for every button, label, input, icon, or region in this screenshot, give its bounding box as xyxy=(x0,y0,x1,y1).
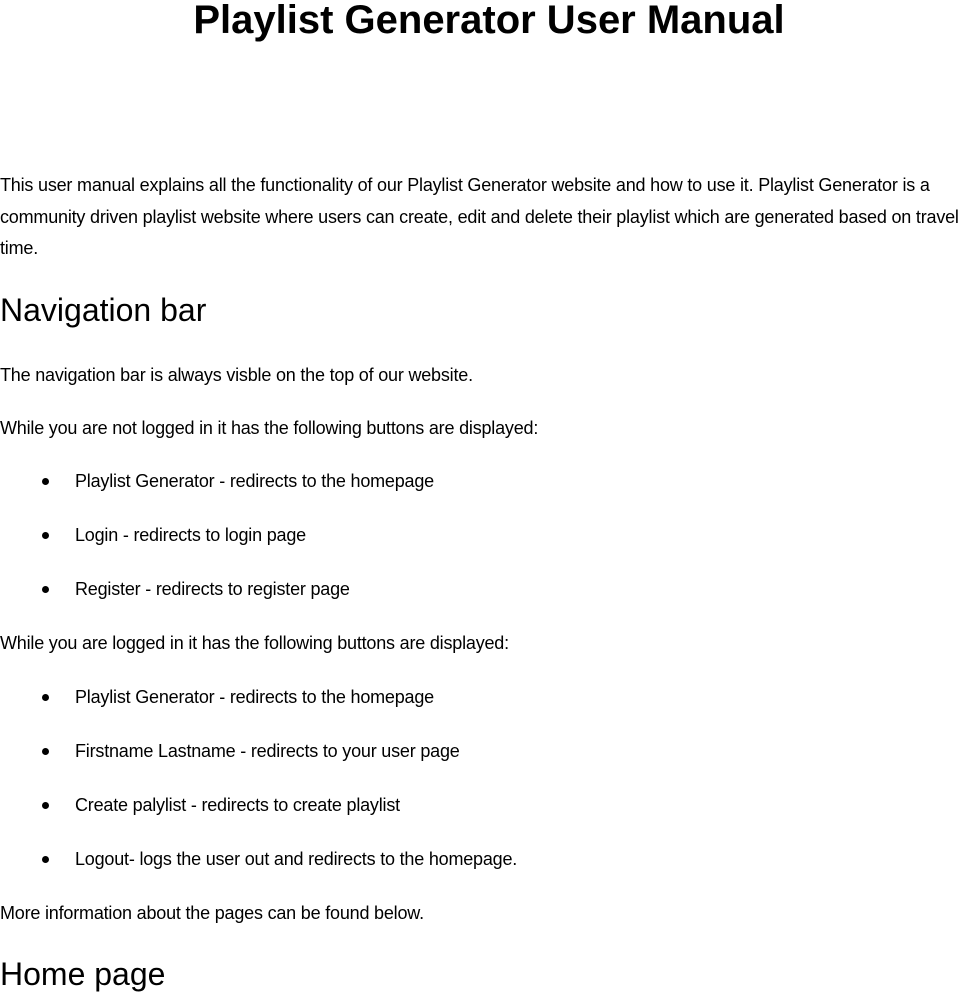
list-item xyxy=(0,577,978,601)
list-item xyxy=(0,793,978,817)
bullet-icon xyxy=(42,802,49,809)
document-title: Playlist Generator User Manual xyxy=(193,0,785,42)
bullet-icon xyxy=(42,478,49,485)
list-item-text: Create palylist - redirects to create playlist xyxy=(75,795,400,815)
bullet-icon xyxy=(42,694,49,701)
more-info-paragraph: More information about the pages can be found below. xyxy=(0,903,424,923)
home-page-heading: Home page xyxy=(0,956,166,992)
list-item xyxy=(0,469,978,493)
list-item-text: Firstname Lastname - redirects to your user page xyxy=(75,741,460,761)
list-item xyxy=(0,523,978,547)
bullet-icon xyxy=(42,748,49,755)
list-item-text: Playlist Generator - redirects to the homepage xyxy=(75,471,434,491)
list-item xyxy=(0,739,978,763)
bullet-icon xyxy=(42,532,49,539)
list-item-text: Register - redirects to register page xyxy=(75,579,350,599)
bullet-icon xyxy=(42,586,49,593)
list-item-text: Logout- logs the user out and redirects to the homepage. xyxy=(75,849,518,869)
intro-paragraph: This user manual explains all the functionality of our Playlist Generator website and how to use it. Playlist Generator is a community driven playlist website where users can create, edit and delete their playlist which are generated based on travel time. xyxy=(0,175,959,258)
logged-out-intro: While you are not logged in it has the following buttons are displayed: xyxy=(0,418,539,438)
navigation-bar-heading: Navigation bar xyxy=(0,292,207,328)
navigation-description: The navigation bar is always visble on the top of our website. xyxy=(0,365,473,385)
list-item-text: Login - redirects to login page xyxy=(75,525,306,545)
bullet-icon xyxy=(42,856,49,863)
list-item-text: Playlist Generator - redirects to the homepage xyxy=(75,687,434,707)
list-item xyxy=(0,685,978,709)
list-item xyxy=(0,847,978,871)
logged-in-intro: While you are logged in it has the following buttons are displayed: xyxy=(0,633,509,653)
